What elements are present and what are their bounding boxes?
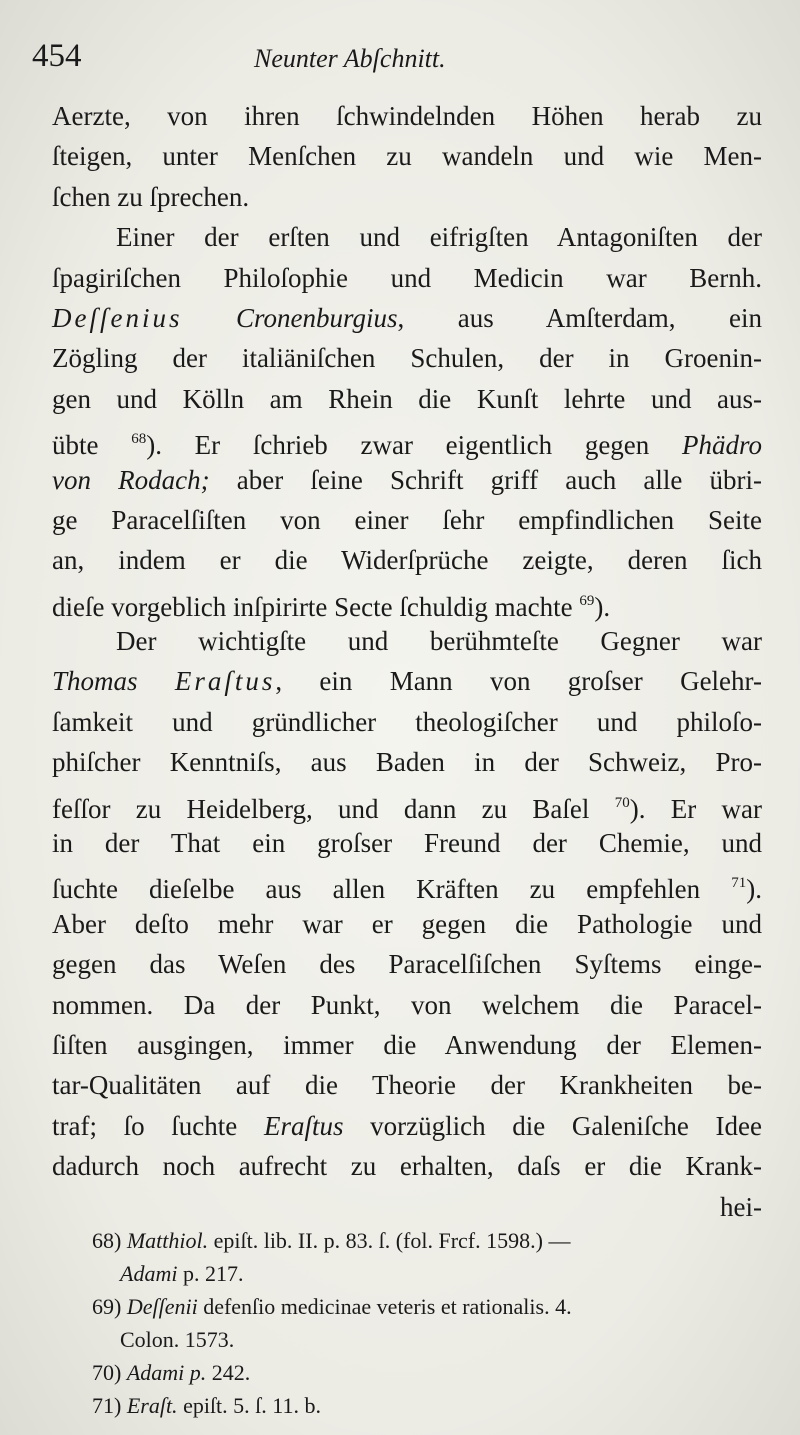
text-line: gegen das Weſen des Paracelſiſchen Syſtems einge- [52,949,762,980]
footnote-ref: 71 [731,875,747,892]
text-line: ge Paracelſiſten von einer ſehr empfindlichen Seite [52,504,762,535]
text-line: ſteigen, unter Menſchen zu wandeln und wie Men- [52,141,762,172]
text-line: ſchen zu ſprechen. [52,181,250,212]
text-line: ſpagiriſchen Philoſophie und Medicin war Bernh. [52,262,762,293]
person-name: Phädro [682,430,762,461]
text-line: traf; ſo ſuchte Eraſtus vorzüglich die Galeniſche Idee [52,1110,762,1141]
text-line: ſiſten ausgingen, immer die Anwendung der Elemen- [52,1029,762,1060]
text-line: tar-Qualitäten auf die Theorie der Krankheiten be- [52,1070,762,1101]
text-line: dieſe vorgeblich inſpirirte Secte ſchuldig machte $^{69}$). [52,591,611,622]
text-line: von Rodach; aber ſeine Schrift griff auch alle übri- [52,464,763,495]
footnotes [92,1224,762,1422]
paragraph-start-line: Der wichtigſte und berühmteſte Gegner war [116,626,762,657]
text-line: phiſcher Kenntniſs, aus Baden in der Schweiz, Pro- [52,747,762,778]
person-name: Eraſtus [174,666,276,697]
person-name: Eraſtus [263,1110,344,1141]
running-head [32,38,760,82]
footnote-ref: 68 [131,431,147,448]
body-text [52,96,762,1227]
footnote-71: 71) Eraſt. epiſt. 5. ſ. 11. b. [92,1393,321,1418]
text-line: in der That ein groſser Freund der Chemie, und [52,828,762,859]
footnote-69: 69) Deſſenii defenſio medicinae veteris et rationalis. 4. [92,1294,572,1319]
text-line: Aerzte, von ihren ſchwindelnden Höhen herab zu [52,101,762,131]
footnote-68: 68) Matthiol. epiſt. lib. II. p. 83. ſ. (fol. Frcf. 1598.) — [92,1228,571,1253]
text-line: gen und Kölln am Rhein die Kunſt lehrte und aus- [52,383,762,414]
text-line: ſamkeit und gründlicher theologiſcher und philoſo- [52,706,762,737]
text-line: feſſor zu Heidelberg, und dann zu Baſel $^{70}$). Er war [52,793,762,824]
page-number: 454 [32,38,82,74]
section-title: Neunter Abſchnitt. [254,44,446,73]
text-line: nommen. Da der Punkt, von welchem die Paracel- [52,989,762,1020]
text-line: Zögling der italiäniſchen Schulen, der in Groenin- [52,343,762,374]
text-line: Thomas Eraſtus, ein Mann von groſser Gelehr- [52,666,762,697]
text-line: an, indem er die Widerſprüche zeigte, deren ſich [52,545,762,576]
footnote-68-cont: Adami p. 217. [120,1261,244,1286]
person-name: Deſſenius [52,302,183,333]
footnote-ref: 69 [579,592,595,609]
text-line: Aber deſto mehr war er gegen die Pathologie und [52,908,762,939]
footnote-69-cont: Colon. 1573. [120,1327,235,1352]
person-name: Cronenburgius [182,302,398,333]
footnote-ref: 70 [614,794,630,811]
text-line: dadurch noch aufrecht zu erhalten, daſs er die Krank- [52,1151,762,1182]
paragraph-start-line: Einer der erſten und eifrigſten Antagoniſten der [116,222,762,253]
text-line: ſuchte dieſelbe aus allen Kräften zu empfehlen $^{71}$). [52,874,762,905]
text-line: Deſſenius Cronenburgius, aus Amſterdam, ein [52,302,763,333]
text-line: übte $^{68}$). Er ſchrieb zwar eigentlich gegen Phädro [52,430,762,461]
person-name: Thomas [52,666,175,697]
person-name: von Rodach; [52,464,210,495]
footnote-70: 70) Adami p. 242. [92,1360,251,1385]
catchword: hei- [720,1191,762,1222]
